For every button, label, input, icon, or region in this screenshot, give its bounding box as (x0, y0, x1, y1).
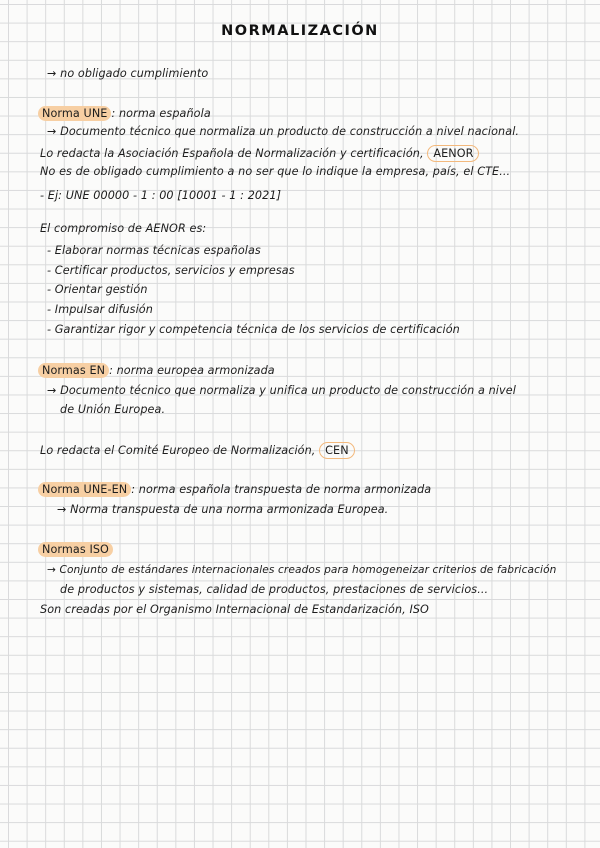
iso-line-2: de productos y sistemas, calidad de productos, prestaciones de servicios... (60, 583, 489, 596)
uneen-line-1: → Norma transpuesta de una norma armonizada Europea. (57, 503, 389, 516)
une-line-2-text: Lo redacta la Asociación Española de Normalización y certificación, (40, 147, 424, 160)
une-heading: Norma UNE (38, 106, 111, 121)
en-line-2: de Unión Europea. (60, 403, 166, 416)
en-line-1: → Documento técnico que normaliza y unifica un producto de construcción a nivel (47, 384, 516, 397)
aenor-item-2: - Certificar productos, servicios y empresas (47, 264, 295, 277)
en-heading: Normas EN (38, 363, 109, 378)
en-line-3 (40, 442, 355, 459)
une-heading-rest: : norma española (111, 107, 211, 120)
une-line-1: → Documento técnico que normaliza un producto de construcción a nivel nacional. (47, 125, 520, 138)
aenor-item-1: - Elaborar normas técnicas españolas (47, 244, 261, 257)
uneen-heading-line (38, 483, 431, 497)
intro-line: → no obligado cumplimiento (47, 67, 209, 80)
une-line-2 (40, 145, 479, 162)
aenor-item-3: - Orientar gestión (47, 283, 148, 296)
page-title: NORMALIZACIÓN (221, 23, 379, 39)
iso-line-1: → Conjunto de estándares internacionales creados para homogeneizar criterios de fabricación (47, 564, 557, 576)
en-heading-rest: : norma europea armonizada (109, 364, 275, 377)
aenor-circled: AENOR (427, 145, 479, 162)
cen-circled: CEN (319, 442, 355, 459)
une-heading-line (38, 107, 211, 121)
iso-heading-line (38, 543, 113, 557)
en-heading-line (38, 364, 275, 378)
uneen-heading-rest: : norma española transpuesta de norma armonizada (131, 483, 432, 496)
aenor-item-5: - Garantizar rigor y competencia técnica de los servicios de certificación (47, 323, 460, 336)
iso-heading: Normas ISO (38, 542, 113, 557)
une-line-3: No es de obligado cumplimiento a no ser que lo indique la empresa, país, el CTE... (40, 165, 511, 178)
aenor-item-4: - Impulsar difusión (47, 303, 153, 316)
une-example: - Ej: UNE 00000 - 1 : 00 [10001 - 1 : 2021] (40, 189, 282, 202)
aenor-heading: El compromiso de AENOR es: (40, 222, 207, 235)
iso-line-3: Son creadas por el Organismo Internacional de Estandarización, ISO (40, 603, 429, 616)
uneen-heading: Norma UNE-EN (38, 482, 131, 497)
en-line-3-text: Lo redacta el Comité Europeo de Normalización, (40, 444, 316, 457)
